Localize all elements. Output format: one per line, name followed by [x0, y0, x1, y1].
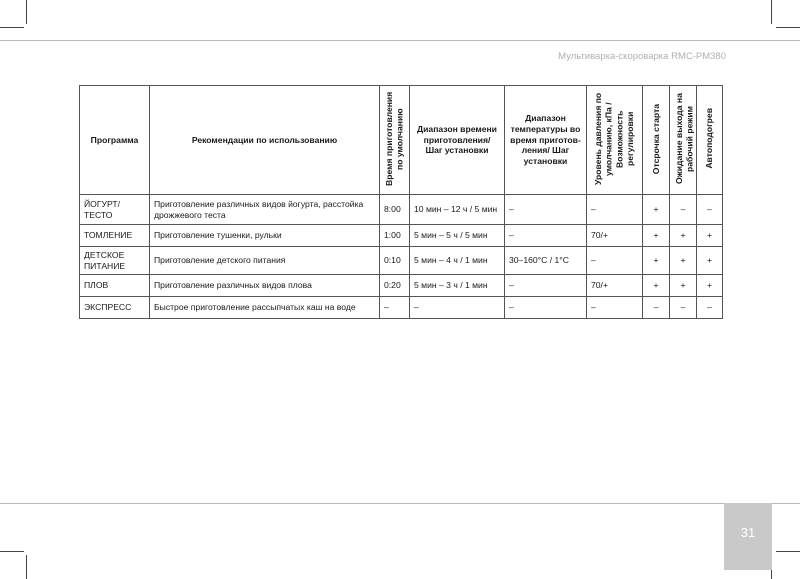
cell-delay-start: – [643, 297, 670, 319]
cell-wait-mode: + [670, 225, 697, 247]
header-wait-mode-label: Ожидание выхода на рабочий режим [674, 93, 695, 185]
header-keep-warm-label: Автоподогрев [704, 108, 715, 169]
cell-time-range: 5 мин – 3 ч / 1 мин [410, 275, 505, 297]
cell-keep-warm: + [697, 275, 723, 297]
crop-mark [776, 27, 800, 28]
crop-mark [0, 27, 24, 28]
crop-mark [776, 551, 800, 552]
cell-time-range: – [410, 297, 505, 319]
cell-keep-warm: – [697, 195, 723, 225]
header-keep-warm [697, 86, 723, 195]
cell-keep-warm: + [697, 247, 723, 275]
cell-temp-range: 30–160°С / 1°С [505, 247, 587, 275]
cell-wait-mode: + [670, 247, 697, 275]
header-temp-range: Диапазон температуры во время приготов-ления/ Шаг установки [505, 86, 587, 195]
cell-program: ЙОГУРТ/ ТЕСТО [80, 195, 150, 225]
cell-default-time: – [380, 297, 410, 319]
crop-mark [26, 0, 27, 24]
cell-wait-mode: + [670, 275, 697, 297]
cell-recommendation: Приготовление тушенки, рульки [150, 225, 380, 247]
cell-pressure: – [587, 195, 643, 225]
crop-mark [0, 551, 24, 552]
cell-keep-warm: + [697, 225, 723, 247]
cell-temp-range: – [505, 275, 587, 297]
header-default-time [380, 86, 410, 195]
cell-pressure: – [587, 247, 643, 275]
cell-delay-start: + [643, 195, 670, 225]
cell-default-time: 0:20 [380, 275, 410, 297]
header-recommendations: Рекомендации по использованию [150, 86, 380, 195]
cell-default-time: 0:10 [380, 247, 410, 275]
cell-recommendation: Приготовление различных видов плова [150, 275, 380, 297]
cell-wait-mode: – [670, 297, 697, 319]
header-default-time-label: Время приготовления по умолчанию [384, 91, 405, 186]
header-time-range: Диапазон времени приготовления/ Шаг установки [410, 86, 505, 195]
cell-program: ДЕТСКОЕ ПИТАНИЕ [80, 247, 150, 275]
header-pressure [587, 86, 643, 195]
cell-recommendation: Приготовление различных видов йогурта, расстойка дрожжевого теста [150, 195, 380, 225]
cell-default-time: 8:00 [380, 195, 410, 225]
header-delay-start [643, 86, 670, 195]
cell-keep-warm: – [697, 297, 723, 319]
cell-pressure: 70/+ [587, 225, 643, 247]
header-program: Программа [80, 86, 150, 195]
page-number-box [724, 503, 772, 570]
page-header-title: Мультиварка-скороварка RMC-PM380 [558, 51, 726, 62]
header-wait-mode [670, 86, 697, 195]
programs-table [79, 85, 723, 319]
cell-program: ЭКСПРЕСС [80, 297, 150, 319]
cell-program: ПЛОВ [80, 275, 150, 297]
table-row [80, 247, 723, 275]
table-row [80, 275, 723, 297]
cell-program: ТОМЛЕНИЕ [80, 225, 150, 247]
cell-delay-start: + [643, 225, 670, 247]
cell-delay-start: + [643, 275, 670, 297]
cell-default-time: 1:00 [380, 225, 410, 247]
cell-temp-range: – [505, 195, 587, 225]
cell-temp-range: – [505, 297, 587, 319]
crop-mark [26, 555, 27, 579]
cell-recommendation: Приготовление детского питания [150, 247, 380, 275]
crop-mark [771, 0, 772, 24]
page-number: 31 [740, 525, 756, 540]
table-row [80, 225, 723, 247]
header-pressure-label: Уровень давления по умолчанию, кПа / Возможность регулировки [593, 92, 636, 185]
table-header-row [80, 86, 723, 195]
cell-pressure: – [587, 297, 643, 319]
cell-delay-start: + [643, 247, 670, 275]
header-rule [0, 40, 800, 41]
header-delay-start-label: Отсрочка старта [650, 103, 661, 174]
table-row [80, 195, 723, 225]
cell-time-range: 5 мин – 5 ч / 5 мин [410, 225, 505, 247]
cell-recommendation: Быстрое приготовление рассыпчатых каш на воде [150, 297, 380, 319]
cell-wait-mode: – [670, 195, 697, 225]
footer-rule [0, 503, 800, 504]
table-row [80, 297, 723, 319]
cell-temp-range: – [505, 225, 587, 247]
cell-time-range: 10 мин – 12 ч / 5 мин [410, 195, 505, 225]
cell-pressure: 70/+ [587, 275, 643, 297]
cell-time-range: 5 мин – 4 ч / 1 мин [410, 247, 505, 275]
